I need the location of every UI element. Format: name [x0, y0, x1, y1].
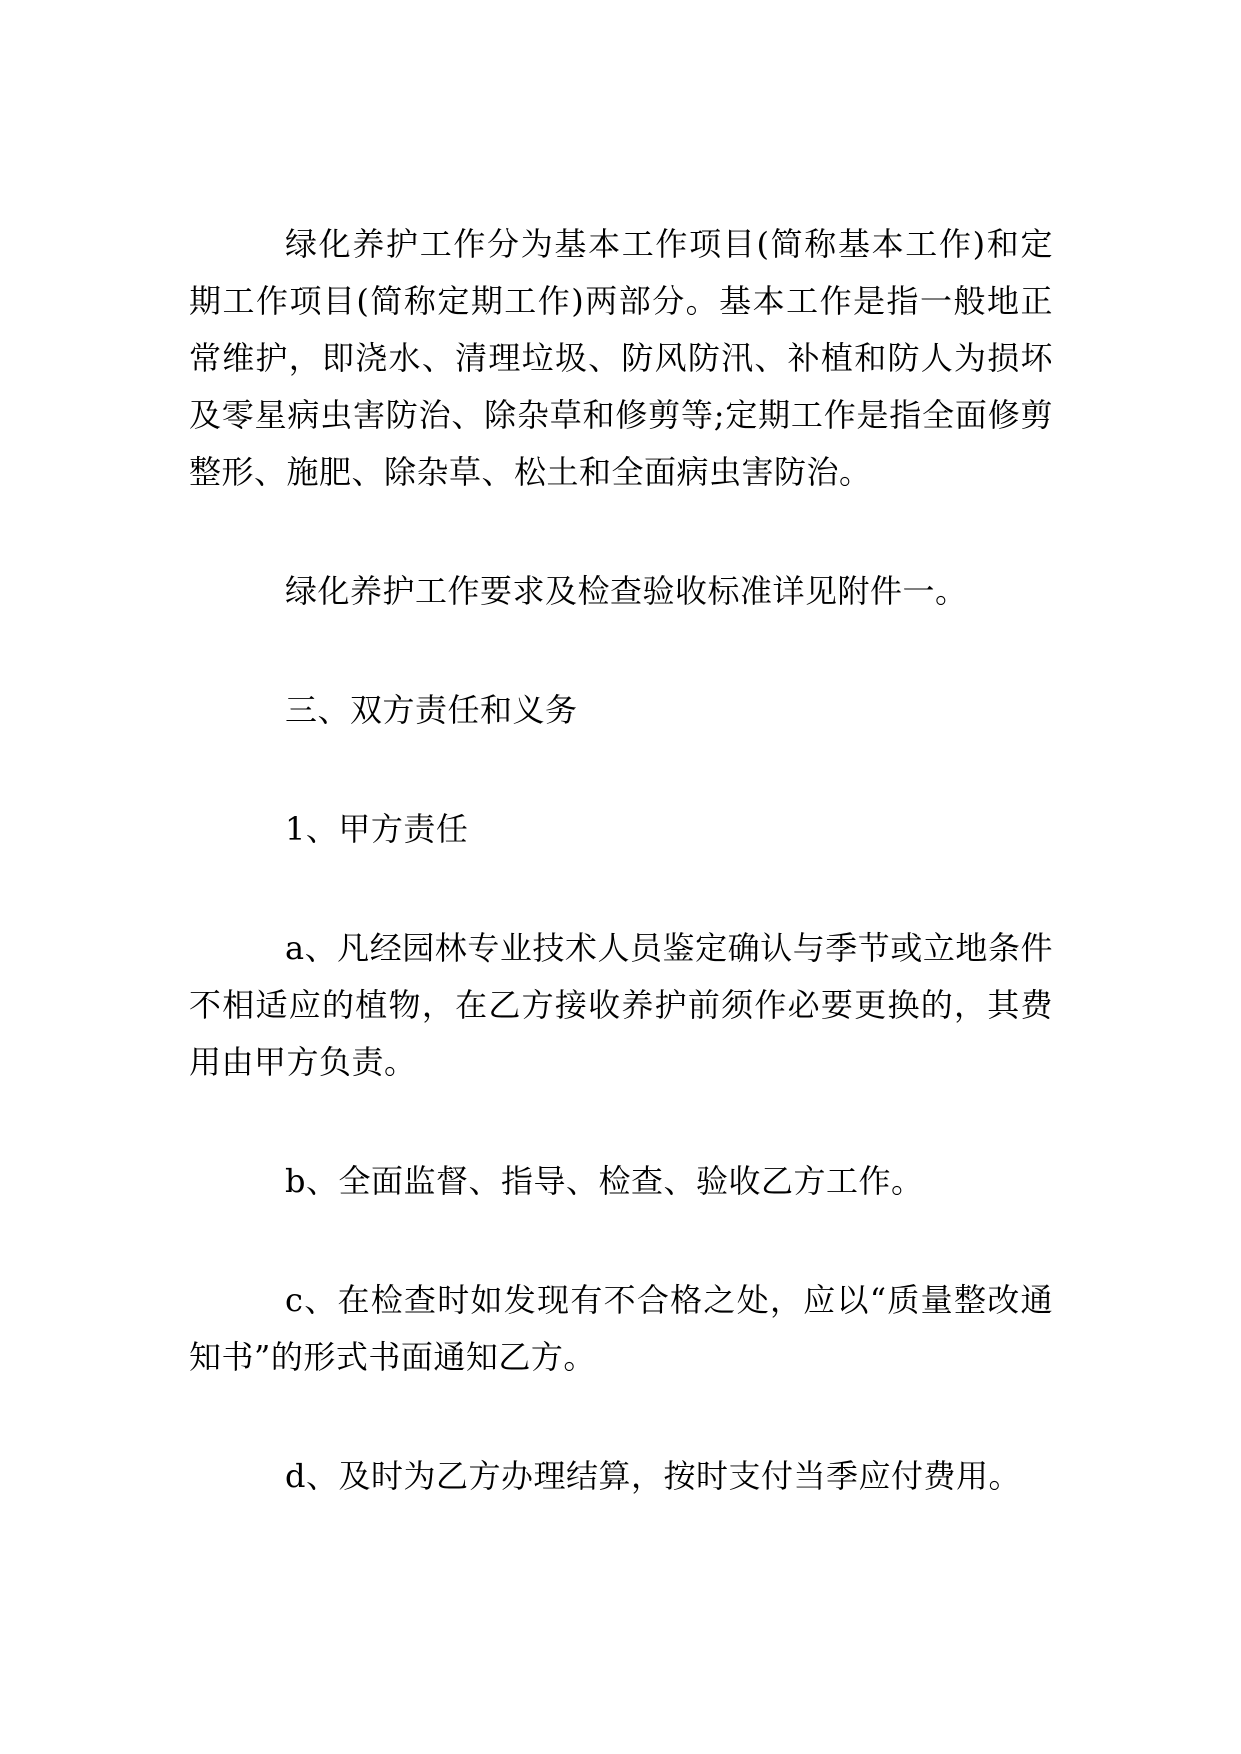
- document-body: [189, 216, 1053, 1505]
- clause-d: d、及时为乙方办理结算，按时支付当季应付费用。: [285, 1457, 1021, 1495]
- paragraph-acceptance-standard: 绿化养护工作要求及检查验收标准详见附件一。: [285, 572, 968, 610]
- subsection-heading-party-a: 1、甲方责任: [285, 810, 469, 848]
- clause-c: c、在检查时如发现有不合格之处，应以“质量整改通知书”的形式书面通知乙方。: [189, 1281, 1053, 1376]
- section-heading-responsibilities: 三、双方责任和义务: [285, 691, 578, 729]
- paragraph-maintenance-scope: 绿化养护工作分为基本工作项目(简称基本工作)和定期工作项目(简称定期工作)两部分。基本工作是指一般地正常维护，即浇水、清理垃圾、防风防汛、补植和防人为损坏及零星病虫害防治、除杂草和修剪等;定期工作是指全面修剪整形、施肥、除杂草、松土和全面病虫害防治。: [189, 225, 1053, 491]
- clause-b: b、全面监督、指导、检查、验收乙方工作。: [285, 1162, 924, 1200]
- clause-a: a、凡经园林专业技术人员鉴定确认与季节或立地条件不相适应的植物，在乙方接收养护前须作必要更换的，其费用由甲方负责。: [189, 929, 1053, 1081]
